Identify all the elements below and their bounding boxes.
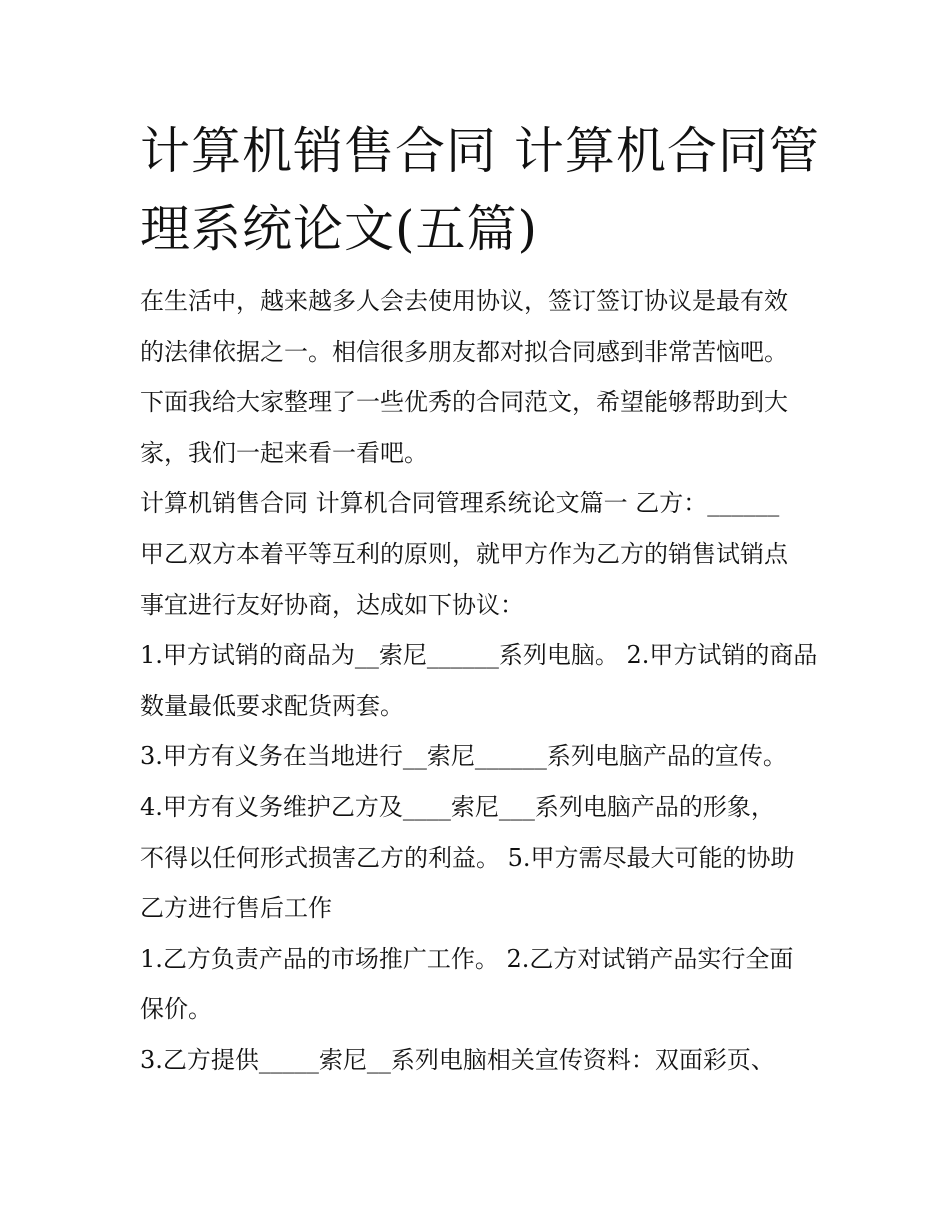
body-line-6: 甲乙双方本着平等互利的原则，就甲方作为乙方的销售试销点	[140, 539, 788, 568]
document-title	[140, 112, 820, 268]
body-line-2: 的法律依据之一。相信很多朋友都对拟合同感到非常苦恼吧。	[140, 337, 788, 366]
body-line-1: 在生活中，越来越多人会去使用协议，签订签订协议是最有效	[140, 287, 788, 315]
body-line-11: 4.甲方有义务维护乙方及____索尼___系列电脑产品的形象，	[140, 792, 775, 821]
body-line-15: 保价。	[140, 995, 212, 1024]
body-line-3: 下面我给大家整理了一些优秀的合同范文，希望能够帮助到大	[140, 388, 788, 417]
body-line-12: 不得以任何形式损害乙方的利益。 5.甲方需尽最大可能的协助	[140, 843, 795, 872]
body-line-14: 1.乙方负责产品的市场推广工作。 2.乙方对试销产品实行全面	[140, 944, 794, 973]
body-line-5: 计算机销售合同 计算机合同管理系统论文篇一 乙方：______	[140, 489, 780, 518]
body-line-4: 家，我们一起来看一看吧。	[140, 438, 428, 467]
body-line-8: 1.甲方试销的商品为__索尼______系列电脑。 2.甲方试销的商品	[140, 641, 818, 670]
title-line-2: 理系统论文(五篇)	[140, 200, 539, 258]
title-line-1: 计算机销售合同 计算机合同管	[140, 122, 820, 180]
body-line-10: 3.甲方有义务在当地进行__索尼______系列电脑产品的宣传。	[140, 742, 787, 771]
body-line-16: 3.乙方提供_____索尼__系列电脑相关宣传资料：双面彩页、	[140, 1045, 775, 1074]
body-line-13: 乙方进行售后工作	[140, 894, 332, 923]
body-line-9: 数量最低要求配货两套。	[140, 691, 404, 720]
document-body	[140, 276, 830, 1086]
body-line-7: 事宜进行友好协商，达成如下协议：	[140, 590, 524, 619]
